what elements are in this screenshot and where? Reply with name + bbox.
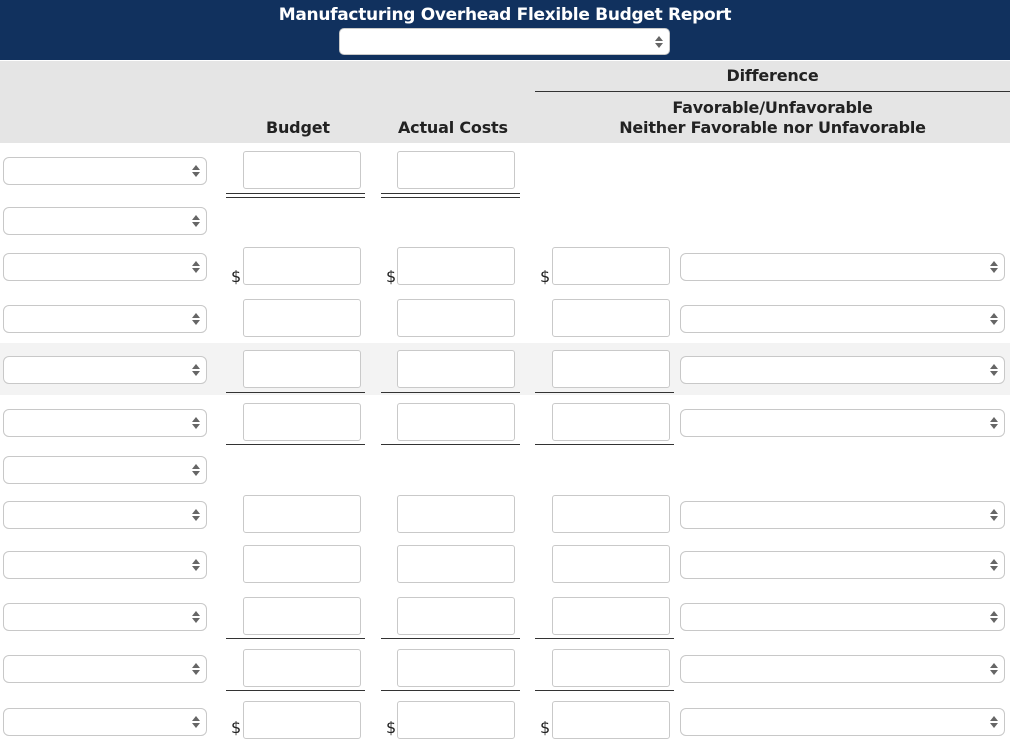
actual-costs-column-header: Actual Costs xyxy=(398,118,508,137)
select-arrows-icon xyxy=(990,716,998,728)
select-arrows-icon xyxy=(990,509,998,521)
difference-header-rule xyxy=(535,91,1010,92)
row4-fav-unfav-select[interactable] xyxy=(680,305,1005,333)
select-arrows-icon xyxy=(192,716,200,728)
select-arrows-icon xyxy=(990,559,998,571)
row5-budget-underline xyxy=(226,392,365,393)
select-arrows-icon xyxy=(192,261,200,273)
row6-actual-input[interactable] xyxy=(397,403,515,441)
row10-actual-input[interactable] xyxy=(397,597,515,635)
row6-budget-underline xyxy=(226,444,365,445)
row1-actual-double-underline xyxy=(381,193,520,198)
select-arrows-icon xyxy=(192,417,200,429)
row9-difference-input[interactable] xyxy=(552,545,670,583)
row1-budget-input[interactable] xyxy=(243,151,361,189)
row11-actual-input[interactable] xyxy=(397,649,515,687)
row12-actual-dollar: $ xyxy=(386,718,397,737)
row11-budget-underline xyxy=(226,690,365,691)
row6-budget-input[interactable] xyxy=(243,403,361,441)
select-arrows-icon xyxy=(990,364,998,376)
row10-fav-unfav-select[interactable] xyxy=(680,603,1005,631)
row2-account-select[interactable] xyxy=(3,207,207,235)
row10-difference-input[interactable] xyxy=(552,597,670,635)
select-arrows-icon xyxy=(990,261,998,273)
row9-actual-input[interactable] xyxy=(397,545,515,583)
row4-account-select[interactable] xyxy=(3,305,207,333)
row7-account-select[interactable] xyxy=(3,456,207,484)
row12-account-select[interactable] xyxy=(3,708,207,736)
row11-account-select[interactable] xyxy=(3,655,207,683)
row3-account-select[interactable] xyxy=(3,253,207,281)
select-arrows-icon xyxy=(192,313,200,325)
row8-fav-unfav-select[interactable] xyxy=(680,501,1005,529)
row3-budget-input[interactable] xyxy=(243,247,361,285)
row5-account-select[interactable] xyxy=(3,356,207,384)
row4-actual-input[interactable] xyxy=(397,299,515,337)
row12-actual-input[interactable] xyxy=(397,701,515,739)
row1-budget-double-underline xyxy=(226,193,365,198)
header-period-select[interactable] xyxy=(339,28,670,55)
row12-difference-input[interactable] xyxy=(552,701,670,739)
row11-difference-input[interactable] xyxy=(552,649,670,687)
row1-account-select[interactable] xyxy=(3,157,207,185)
select-arrows-icon xyxy=(655,36,663,48)
select-arrows-icon xyxy=(192,165,200,177)
row6-fav-unfav-select[interactable] xyxy=(680,409,1005,437)
select-arrows-icon xyxy=(192,663,200,675)
select-arrows-icon xyxy=(990,611,998,623)
row12-budget-dollar: $ xyxy=(231,718,242,737)
row5-actual-underline xyxy=(381,392,520,393)
row8-budget-input[interactable] xyxy=(243,495,361,533)
row6-difference-input[interactable] xyxy=(552,403,670,441)
row6-actual-underline xyxy=(381,444,520,445)
difference-column-header: Difference xyxy=(726,66,819,85)
row8-difference-input[interactable] xyxy=(552,495,670,533)
row5-fav-unfav-select[interactable] xyxy=(680,356,1005,384)
report-header xyxy=(0,0,1010,60)
select-arrows-icon xyxy=(192,464,200,476)
row11-actual-underline xyxy=(381,690,520,691)
row10-account-select[interactable] xyxy=(3,603,207,631)
row5-actual-input[interactable] xyxy=(397,350,515,388)
row9-fav-unfav-select[interactable] xyxy=(680,551,1005,579)
select-arrows-icon xyxy=(192,364,200,376)
row5-budget-input[interactable] xyxy=(243,350,361,388)
select-arrows-icon xyxy=(990,663,998,675)
row9-budget-input[interactable] xyxy=(243,545,361,583)
row3-fav-unfav-select[interactable] xyxy=(680,253,1005,281)
row6-difference-underline xyxy=(535,444,674,445)
select-arrows-icon xyxy=(192,559,200,571)
row12-budget-input[interactable] xyxy=(243,701,361,739)
select-arrows-icon xyxy=(192,215,200,227)
row10-budget-underline xyxy=(226,638,365,639)
row5-difference-underline xyxy=(535,392,674,393)
row8-actual-input[interactable] xyxy=(397,495,515,533)
row6-account-select[interactable] xyxy=(3,409,207,437)
row11-budget-input[interactable] xyxy=(243,649,361,687)
budget-column-header: Budget xyxy=(266,118,330,137)
row10-actual-underline xyxy=(381,638,520,639)
row12-fav-unfav-select[interactable] xyxy=(680,708,1005,736)
select-arrows-icon xyxy=(990,313,998,325)
favorable-unfavorable-header: Favorable/Unfavorable xyxy=(672,98,873,117)
neither-header: Neither Favorable nor Unfavorable xyxy=(619,118,926,137)
row12-difference-dollar: $ xyxy=(540,718,551,737)
row11-difference-underline xyxy=(535,690,674,691)
report-title: Manufacturing Overhead Flexible Budget Report xyxy=(278,5,732,25)
row3-budget-dollar: $ xyxy=(231,267,242,286)
row3-actual-input[interactable] xyxy=(397,247,515,285)
row9-account-select[interactable] xyxy=(3,551,207,579)
row3-difference-dollar: $ xyxy=(540,267,551,286)
row4-budget-input[interactable] xyxy=(243,299,361,337)
select-arrows-icon xyxy=(192,509,200,521)
row10-budget-input[interactable] xyxy=(243,597,361,635)
row3-actual-dollar: $ xyxy=(386,267,397,286)
select-arrows-icon xyxy=(192,611,200,623)
row8-account-select[interactable] xyxy=(3,501,207,529)
row10-difference-underline xyxy=(535,638,674,639)
select-arrows-icon xyxy=(990,417,998,429)
row11-fav-unfav-select[interactable] xyxy=(680,655,1005,683)
row4-difference-input[interactable] xyxy=(552,299,670,337)
row1-actual-input[interactable] xyxy=(397,151,515,189)
row5-difference-input[interactable] xyxy=(552,350,670,388)
row3-difference-input[interactable] xyxy=(552,247,670,285)
